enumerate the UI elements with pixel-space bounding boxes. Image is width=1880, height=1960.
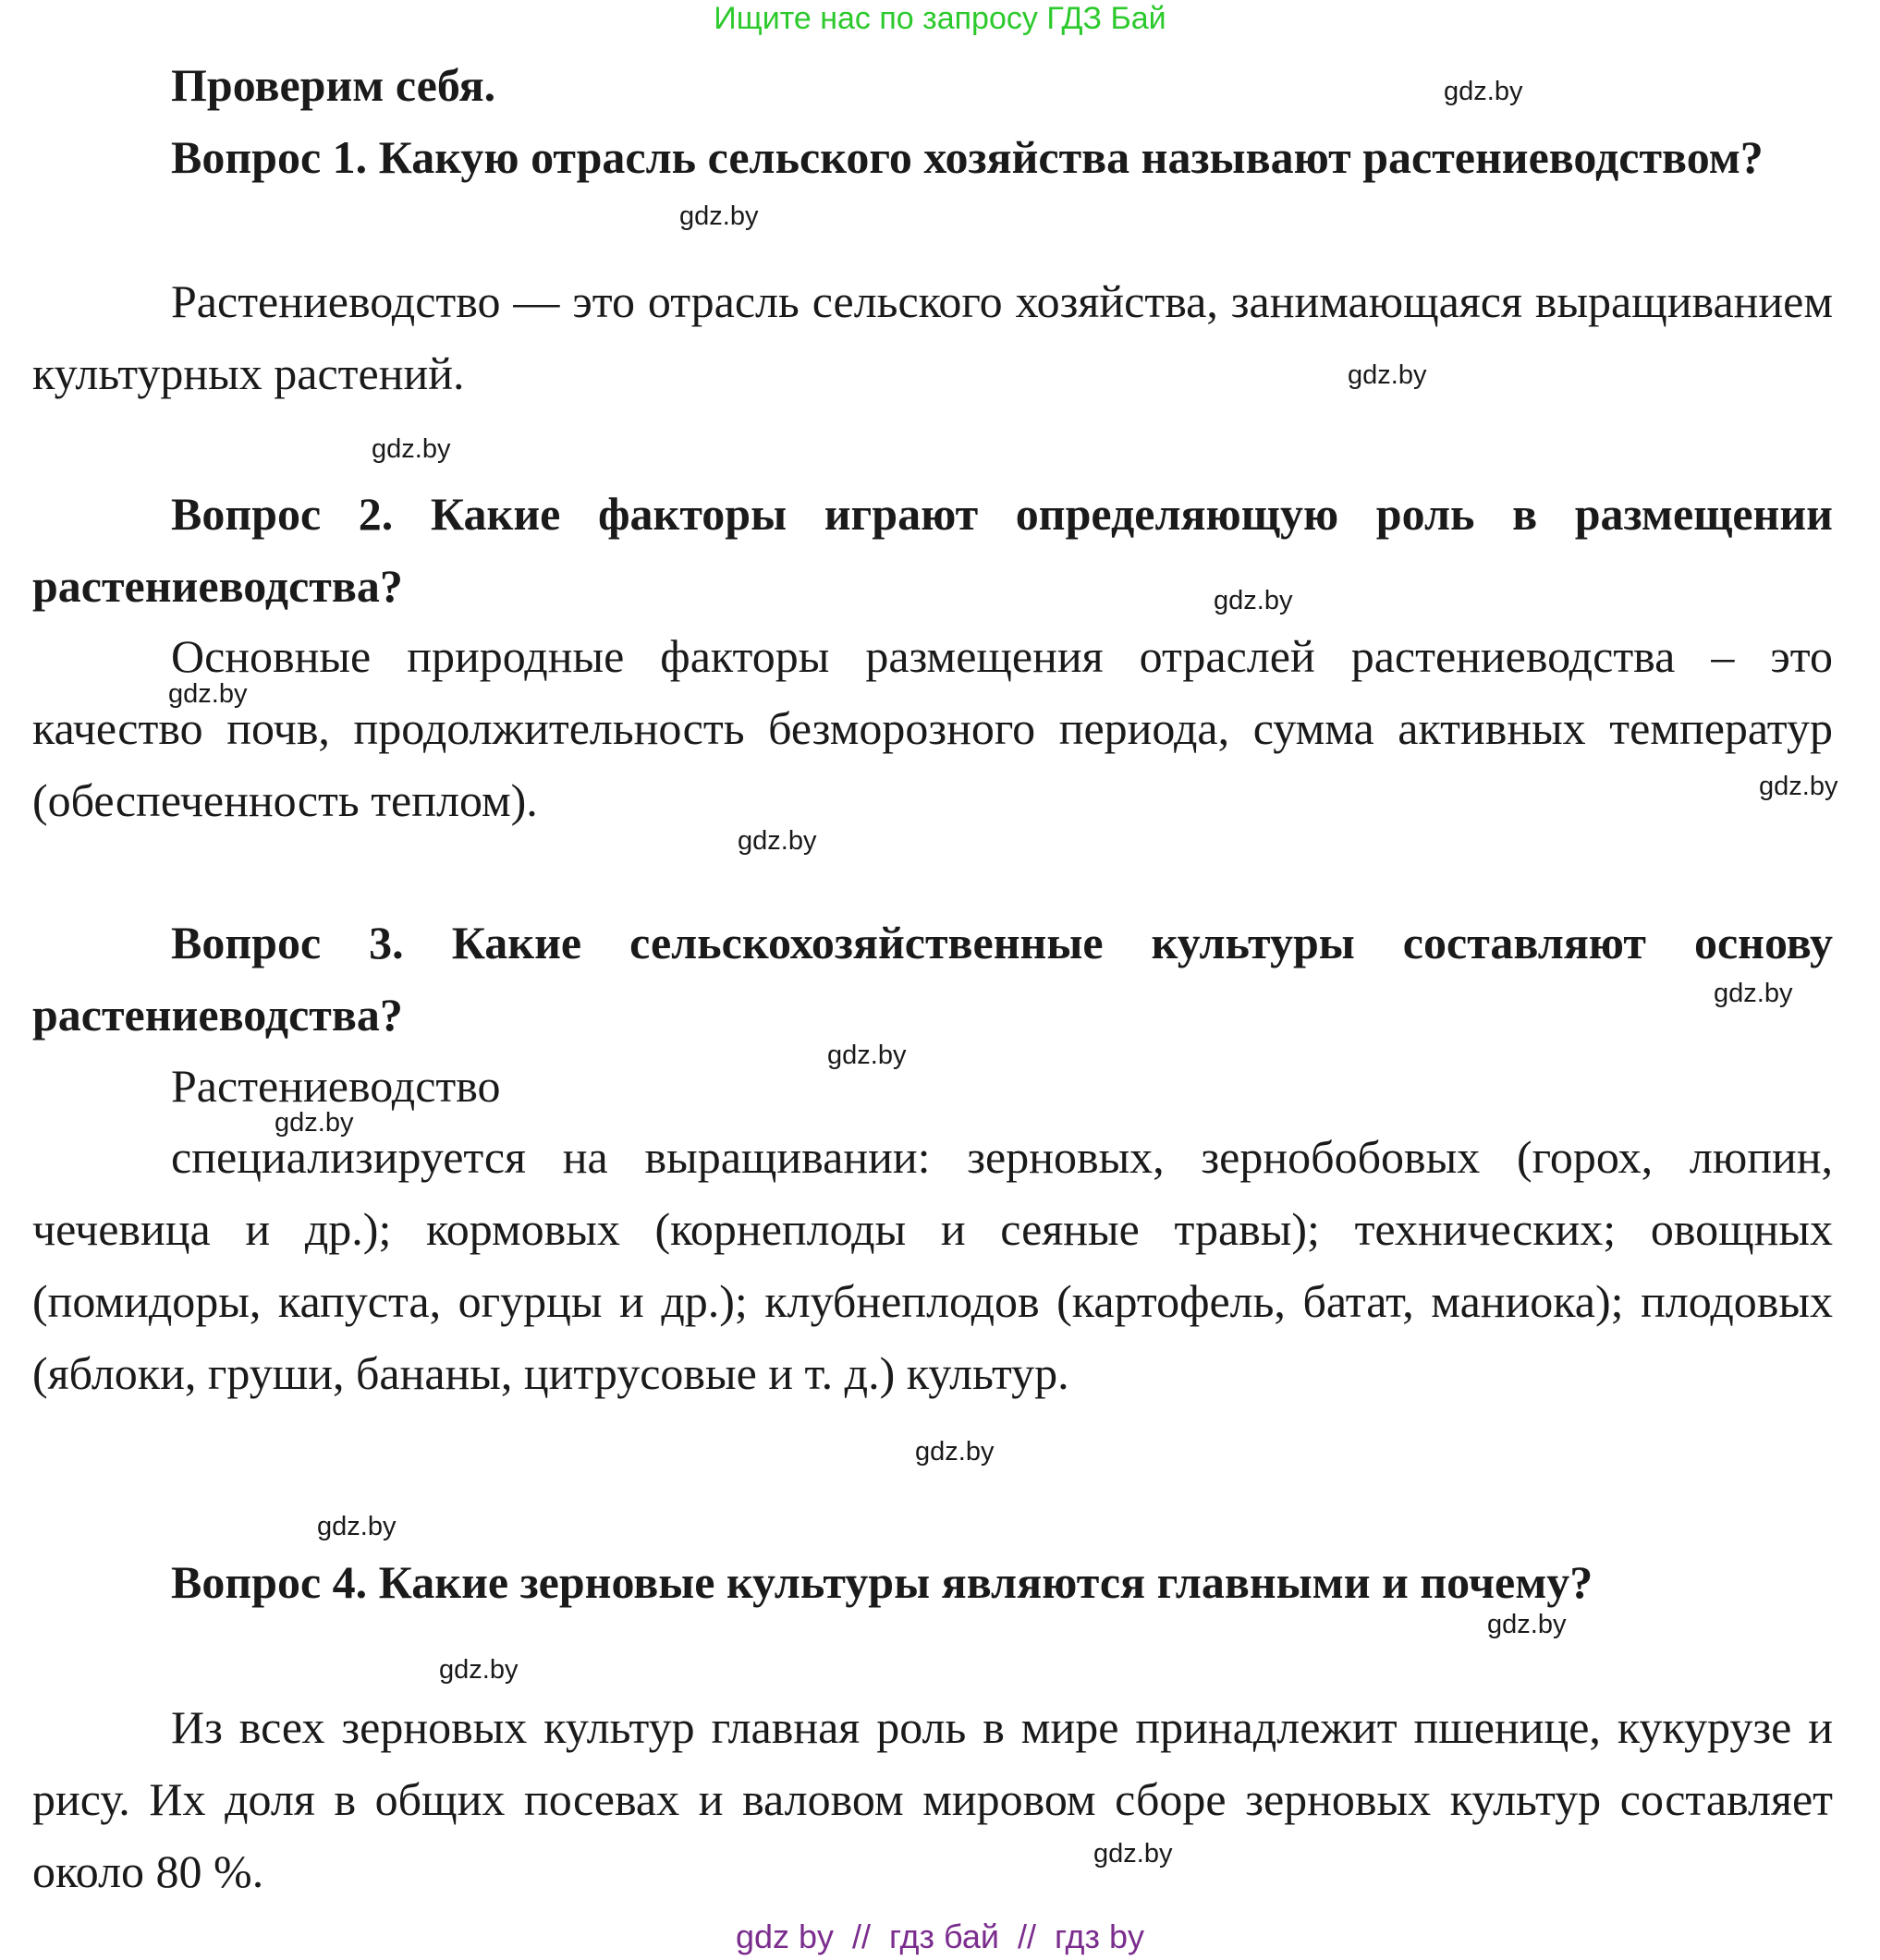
answer-3-first-line: Растениеводство xyxy=(171,1060,501,1112)
footer-watermark: gdz by // гдз бай // гдз by xyxy=(735,1917,1145,1955)
answer-4: Из всех зерновых культур главная роль в мире принадлежит пшенице, кукурузе и рису. Их доля в общих посевах и валовом мировом сборе зерновых культур составляет около 80 %. xyxy=(32,1701,1833,1897)
watermark: gdz.by xyxy=(738,826,817,856)
watermark: gdz.by xyxy=(1348,360,1427,390)
question-2: Вопрос 2. Какие факторы играют определяющую роль в размещении растениеводства? xyxy=(32,488,1833,612)
watermark: gdz.by xyxy=(1214,586,1293,615)
watermark: gdz.by xyxy=(372,434,451,464)
answer-3: специализируется на выращивании: зерновых, зернобобовых (горох, люпин, чечевица и др.); кормовых (корнеплоды и сеяные травы); технических; овощных (помидоры, капуста, огурцы и др.); клубнеплодов (картофель, батат, маниока); плодовых (яблоки, груши, бананы, цитрусовые и т. д.) культур. xyxy=(32,1131,1833,1399)
watermark: gdz.by xyxy=(1444,77,1523,106)
watermark: gdz.by xyxy=(915,1437,995,1467)
answer-1: Растениеводство — это отрасль сельского хозяйства, занимающаяся выращиванием культурных растений. xyxy=(32,275,1833,399)
watermark: gdz.by xyxy=(679,201,759,231)
section-title: Проверим себя. xyxy=(171,59,496,111)
watermark: gdz.by xyxy=(1487,1610,1567,1639)
watermark: gdz.by xyxy=(1093,1839,1173,1869)
watermark: gdz.by xyxy=(1759,772,1838,801)
answer-2: Основные природные факторы размещения отраслей растениеводства – это качество почв, продолжительность безморозного периода, сумма активных температур (обеспеченность теплом). xyxy=(32,630,1833,826)
watermark: gdz.by xyxy=(317,1512,397,1541)
question-4: Вопрос 4. Какие зерновые культуры являются главными и почему? xyxy=(171,1556,1593,1608)
search-hint-banner: Ищите нас по запросу ГДЗ Бай xyxy=(714,1,1166,36)
watermark: gdz.by xyxy=(827,1041,907,1070)
watermark: gdz.by xyxy=(275,1108,354,1138)
watermark: gdz.by xyxy=(168,679,248,709)
question-3: Вопрос 3. Какие сельскохозяйственные культуры составляют основу растениеводства? xyxy=(32,917,1833,1041)
watermark: gdz.by xyxy=(439,1655,519,1685)
watermark: gdz.by xyxy=(1714,979,1793,1008)
question-1: Вопрос 1. Какую отрасль сельского хозяйства называют растениеводством? xyxy=(171,131,1764,183)
